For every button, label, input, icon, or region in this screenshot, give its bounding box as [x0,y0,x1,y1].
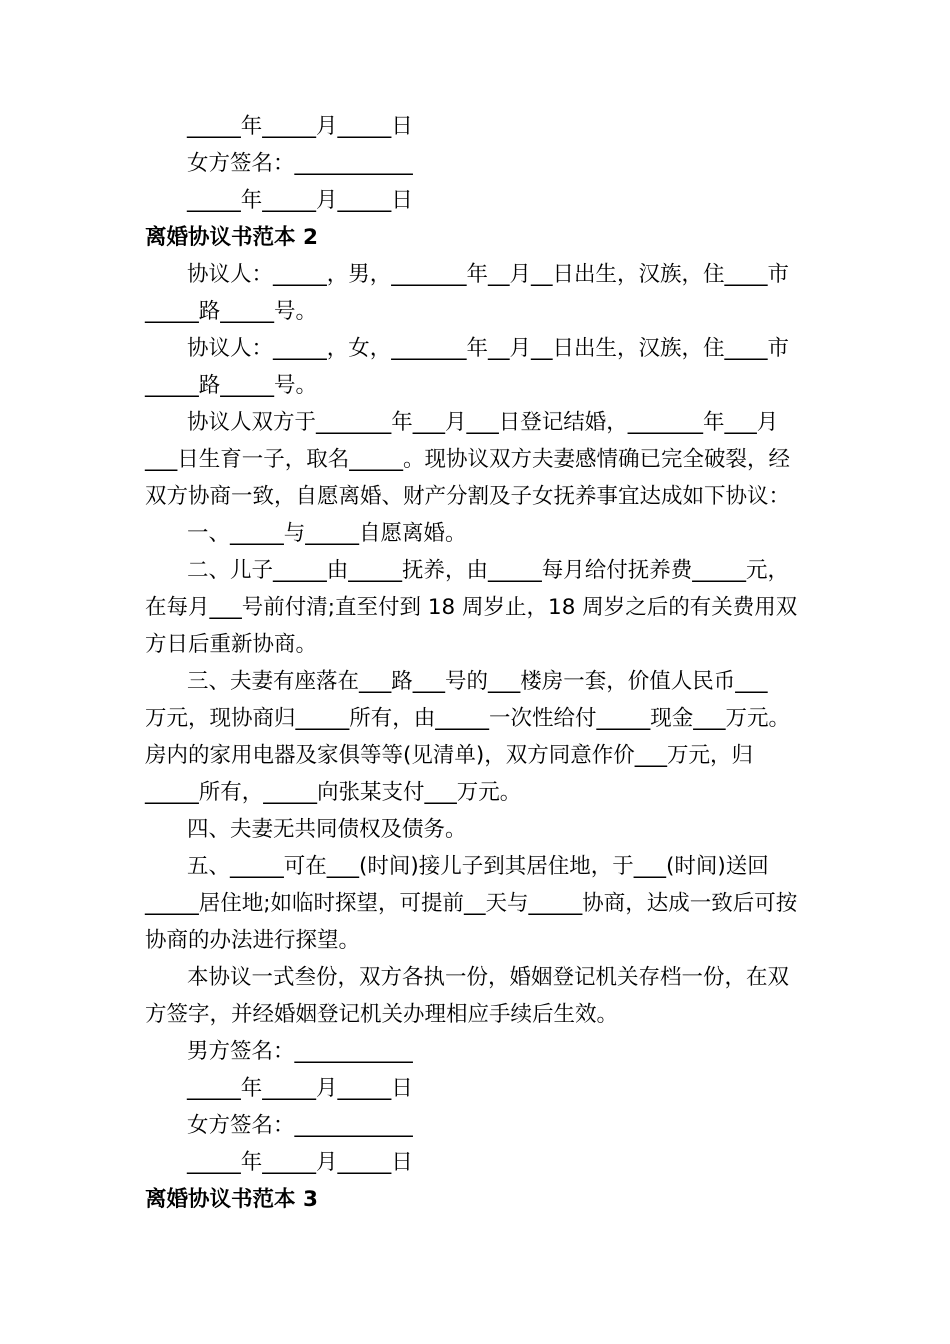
female-signature-line: 女方签名：___________ [187,1113,413,1138]
clause-4: 四、夫妻无共同债权及债务。 [187,817,467,842]
paragraph-line: 双方协商一致，自愿离婚、财产分割及子女抚养事宜达成如下协议： [145,484,791,509]
paragraph-line: _____路_____号。 [145,299,318,324]
paragraph-line: ___日生育一子，取名_____。现协议双方夫妻感情确已完全破裂，经 [145,447,791,472]
paragraph-line: 在每月___号前付清;直至付到 18 周岁止，18 周岁之后的有关费用双 [145,595,798,620]
clause-2: 二、儿子_____由_____抚养，由_____每月给付抚养费_____元， [187,558,790,583]
paragraph-line: 万元，现协商归_____所有，由_____一次性给付_____现金___万元。 [145,706,791,731]
paragraph-line: 协议人：_____，男，_______年__月__日出生，汉族，住____市 [187,262,790,287]
paragraph-line: _____所有，_____向张某支付___万元。 [145,780,522,805]
section-heading: 离婚协议书范本 2 [145,225,318,250]
paragraph-line: 协议人：_____，女，_______年__月__日出生，汉族，住____市 [187,336,790,361]
date-line: _____年_____月_____日 [187,1150,413,1175]
clause-3: 三、夫妻有座落在___路___号的___楼房一套，价值人民币___ [187,669,768,694]
paragraph-line: 本协议一式叁份，双方各执一份，婚姻登记机关存档一份，在双 [187,965,790,990]
paragraph-line: 方签字，并经婚姻登记机关办理相应手续后生效。 [145,1002,619,1027]
paragraph-line: 方日后重新协商。 [145,632,318,657]
date-line: _____年_____月_____日 [187,188,413,213]
paragraph-line: _____居住地;如临时探望，可提前__天与_____协商，达成一致后可按 [145,891,798,916]
female-signature-line: 女方签名：___________ [187,151,413,176]
paragraph-line: 协商的办法进行探望。 [145,928,361,953]
date-line: _____年_____月_____日 [187,1076,413,1101]
date-line: _____年_____月_____日 [187,114,413,139]
paragraph-line: _____路_____号。 [145,373,318,398]
paragraph-line: 房内的家用电器及家俱等等(见清单)，双方同意作价___万元，归 [145,743,754,768]
section-heading: 离婚协议书范本 3 [145,1187,318,1212]
clause-5: 五、_____可在___(时间)接儿子到其居住地，于___(时间)送回 [187,854,769,879]
clause-1: 一、_____与_____自愿离婚。 [187,521,467,546]
paragraph-line: 协议人双方于_______年___月___日登记结婚，_______年___月 [187,410,779,435]
male-signature-line: 男方签名：___________ [187,1039,413,1064]
